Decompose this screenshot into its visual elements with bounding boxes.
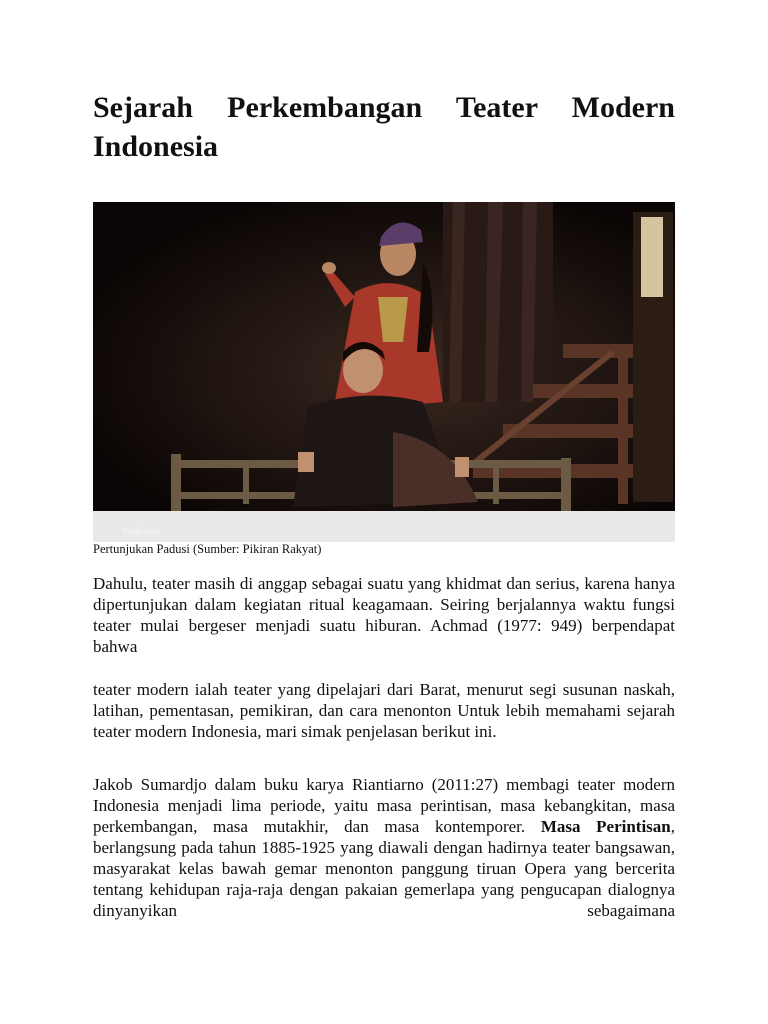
figure (93, 202, 675, 542)
figure-caption: Pertunjukan Padusi (Sumber: Pikiran Rakyat) (93, 542, 322, 556)
paragraph-2: teater modern ialah teater yang dipelajari dari Barat, menurut segi susunan naskah, latihan, pementasan, pemikiran, dan cara menonton Untuk lebih memahami sejarah teater modern Indonesia, mari simak penjelasan berikut ini. (93, 680, 675, 741)
paragraph-3-bold-term: Masa Perintisan (540, 817, 671, 836)
paragraph-3-intro: Jakob Sumardjo dalam buku karya Riantiarno (2011:27) membagi teater modern Indonesia menjadi lima periode, yaitu masa perintisan, masa kebangkitan, masa perkembangan, masa mutakhir, dan masa kontemporer. (93, 775, 675, 836)
paragraph-3-rest: , berlangsung pada tahun 1885-1925 yang diawali dengan hadirnya teater bangsawan, masyarakat kelas bawah gemar menonton panggung tiruan Opera yang bercerita tentang kehidupan raja-raja dengan pakaian gemerlapa yang pengucapan dialognya dinyanyikan sebagaimana (93, 817, 676, 920)
lit-window (641, 217, 663, 297)
paragraph-1: Dahulu, teater masih di anggap sebagai suatu yang khidmat dan serius, karena hanya dipertunjukan dalam kegiatan ritual keagamaan. Seiring berjalannya waktu fungsi teater mulai bergeser menjadi suatu hiburan. Achmad (1977: 949) berpendapat bahwa (93, 574, 675, 656)
paragraph-3 (93, 774, 675, 921)
faint-watermark-label: Pelbane (123, 527, 160, 538)
stage-illustration (93, 202, 675, 511)
theater-photo (93, 202, 675, 511)
page-title: Sejarah Perkembangan Teater Modern Indonesia (93, 91, 675, 163)
